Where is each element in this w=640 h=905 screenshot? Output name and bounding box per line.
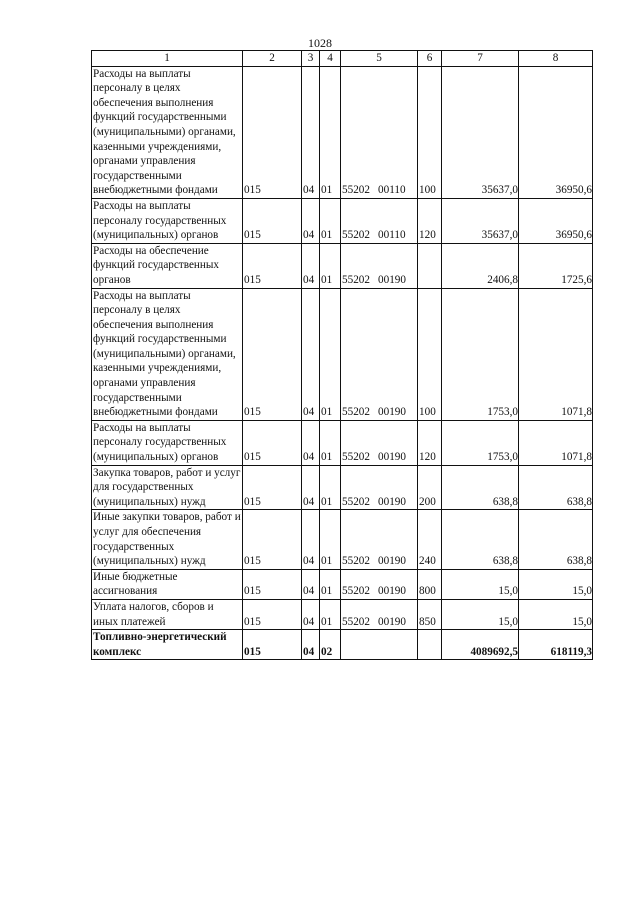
sum-year1-cell: 638,8 — [442, 465, 519, 510]
target-article-code-a: 55202 — [342, 184, 370, 197]
table-row — [92, 243, 593, 288]
target-article-code-a: 55202 — [342, 273, 370, 286]
sum-year1-cell: 15,0 — [442, 569, 519, 599]
budget-table — [91, 50, 593, 660]
col-header-1: 1 — [92, 51, 243, 67]
expense-type-cell — [418, 630, 442, 660]
target-article-code-b: 00190 — [378, 585, 406, 598]
target-article-code-a: 55202 — [342, 585, 370, 598]
target-article-code-b: 00190 — [378, 273, 406, 286]
expense-type-cell: 800 — [418, 569, 442, 599]
target-article-cell — [341, 66, 418, 198]
grbs-code-cell: 015 — [243, 599, 302, 629]
section-code-cell: 04 — [302, 420, 320, 465]
sum-year2-cell: 36950,6 — [519, 66, 593, 198]
page-number: 1028 — [308, 36, 332, 50]
sum-year1-cell: 35637,0 — [442, 198, 519, 243]
subsection-code-cell: 01 — [320, 510, 341, 569]
row-name-cell: Топливно-энергетический комплекс — [92, 630, 243, 660]
row-name-cell: Расходы на выплаты персоналу в целях обеспечения выполнения функций государственными (муниципальными) органами, казенными учреждениями, органами управления государственными внебюджетными фондами — [92, 288, 243, 420]
row-name-cell: Уплата налогов, сборов и иных платежей — [92, 599, 243, 629]
subsection-code-cell: 01 — [320, 66, 341, 198]
target-article-code-a: 55202 — [342, 615, 370, 628]
target-article-cell — [341, 465, 418, 510]
sum-year1-cell: 15,0 — [442, 599, 519, 629]
sum-year2-cell: 618119,3 — [519, 630, 593, 660]
section-code-cell: 04 — [302, 198, 320, 243]
target-article-code-b: 00190 — [378, 615, 406, 628]
grbs-code-cell: 015 — [243, 198, 302, 243]
sum-year1-cell: 1753,0 — [442, 420, 519, 465]
expense-type-cell: 100 — [418, 288, 442, 420]
sum-year2-cell: 638,8 — [519, 510, 593, 569]
sum-year2-cell: 1725,6 — [519, 243, 593, 288]
sum-year2-cell: 15,0 — [519, 569, 593, 599]
target-article-code-a: 55202 — [342, 406, 370, 419]
sum-year1-cell: 35637,0 — [442, 66, 519, 198]
sum-year2-cell: 15,0 — [519, 599, 593, 629]
table-row — [92, 569, 593, 599]
target-article-code-b: 00190 — [378, 555, 406, 568]
target-article-code-a: 55202 — [342, 229, 370, 242]
col-header-6: 6 — [418, 51, 442, 67]
table-row — [92, 630, 593, 660]
sum-year2-cell: 1071,8 — [519, 420, 593, 465]
sum-year2-cell: 638,8 — [519, 465, 593, 510]
row-name-cell: Расходы на обеспечение функций государственных органов — [92, 243, 243, 288]
grbs-code-cell: 015 — [243, 66, 302, 198]
sum-year1-cell: 4089692,5 — [442, 630, 519, 660]
table-row — [92, 599, 593, 629]
target-article-cell — [341, 243, 418, 288]
table-row — [92, 465, 593, 510]
section-code-cell: 04 — [302, 599, 320, 629]
subsection-code-cell: 01 — [320, 599, 341, 629]
row-name-cell: Расходы на выплаты персоналу в целях обеспечения выполнения функций государственными (муниципальными) органами, казенными учреждениями, органами управления государственными внебюджетными фондами — [92, 66, 243, 198]
subsection-code-cell: 01 — [320, 288, 341, 420]
target-article-code-b: 00110 — [378, 229, 406, 242]
subsection-code-cell: 01 — [320, 465, 341, 510]
section-code-cell: 04 — [302, 243, 320, 288]
row-name-cell: Иные закупки товаров, работ и услуг для обеспечения государственных (муниципальных) нужд — [92, 510, 243, 569]
target-article-code-b: 00110 — [378, 184, 406, 197]
grbs-code-cell: 015 — [243, 510, 302, 569]
col-header-3: 3 — [302, 51, 320, 67]
col-header-7: 7 — [442, 51, 519, 67]
grbs-code-cell: 015 — [243, 630, 302, 660]
target-article-cell — [341, 599, 418, 629]
target-article-code-b: 00190 — [378, 451, 406, 464]
target-article-cell — [341, 630, 418, 660]
col-header-8: 8 — [519, 51, 593, 67]
sum-year2-cell: 36950,6 — [519, 198, 593, 243]
target-article-code-a: 55202 — [342, 555, 370, 568]
sum-year1-cell: 2406,8 — [442, 243, 519, 288]
table-row — [92, 198, 593, 243]
target-article-code-a: 55202 — [342, 451, 370, 464]
expense-type-cell: 850 — [418, 599, 442, 629]
row-name-cell: Расходы на выплаты персоналу государственных (муниципальных) органов — [92, 198, 243, 243]
expense-type-cell — [418, 243, 442, 288]
col-header-5: 5 — [341, 51, 418, 67]
target-article-cell — [341, 569, 418, 599]
subsection-code-cell: 02 — [320, 630, 341, 660]
sum-year2-cell: 1071,8 — [519, 288, 593, 420]
header-row — [92, 51, 593, 67]
table-row — [92, 288, 593, 420]
grbs-code-cell: 015 — [243, 243, 302, 288]
sum-year1-cell: 1753,0 — [442, 288, 519, 420]
row-name-cell: Закупка товаров, работ и услуг для государственных (муниципальных) нужд — [92, 465, 243, 510]
target-article-cell — [341, 288, 418, 420]
expense-type-cell: 200 — [418, 465, 442, 510]
grbs-code-cell: 015 — [243, 569, 302, 599]
section-code-cell: 04 — [302, 510, 320, 569]
subsection-code-cell: 01 — [320, 198, 341, 243]
table-row — [92, 510, 593, 569]
section-code-cell: 04 — [302, 465, 320, 510]
grbs-code-cell: 015 — [243, 465, 302, 510]
target-article-code-b: 00190 — [378, 495, 406, 508]
section-code-cell: 04 — [302, 569, 320, 599]
table-row — [92, 66, 593, 198]
sum-year1-cell: 638,8 — [442, 510, 519, 569]
grbs-code-cell: 015 — [243, 288, 302, 420]
target-article-code-a: 55202 — [342, 495, 370, 508]
section-code-cell: 04 — [302, 66, 320, 198]
target-article-cell — [341, 198, 418, 243]
subsection-code-cell: 01 — [320, 569, 341, 599]
col-header-2: 2 — [243, 51, 302, 67]
section-code-cell: 04 — [302, 288, 320, 420]
table-row — [92, 420, 593, 465]
row-name-cell: Расходы на выплаты персоналу государственных (муниципальных) органов — [92, 420, 243, 465]
expense-type-cell: 240 — [418, 510, 442, 569]
expense-type-cell: 120 — [418, 420, 442, 465]
col-header-4: 4 — [320, 51, 341, 67]
subsection-code-cell: 01 — [320, 243, 341, 288]
expense-type-cell: 100 — [418, 66, 442, 198]
section-code-cell: 04 — [302, 630, 320, 660]
row-name-cell: Иные бюджетные ассигнования — [92, 569, 243, 599]
table-body — [92, 66, 593, 660]
expense-type-cell: 120 — [418, 198, 442, 243]
target-article-cell — [341, 420, 418, 465]
target-article-cell — [341, 510, 418, 569]
target-article-code-b: 00190 — [378, 406, 406, 419]
subsection-code-cell: 01 — [320, 420, 341, 465]
grbs-code-cell: 015 — [243, 420, 302, 465]
